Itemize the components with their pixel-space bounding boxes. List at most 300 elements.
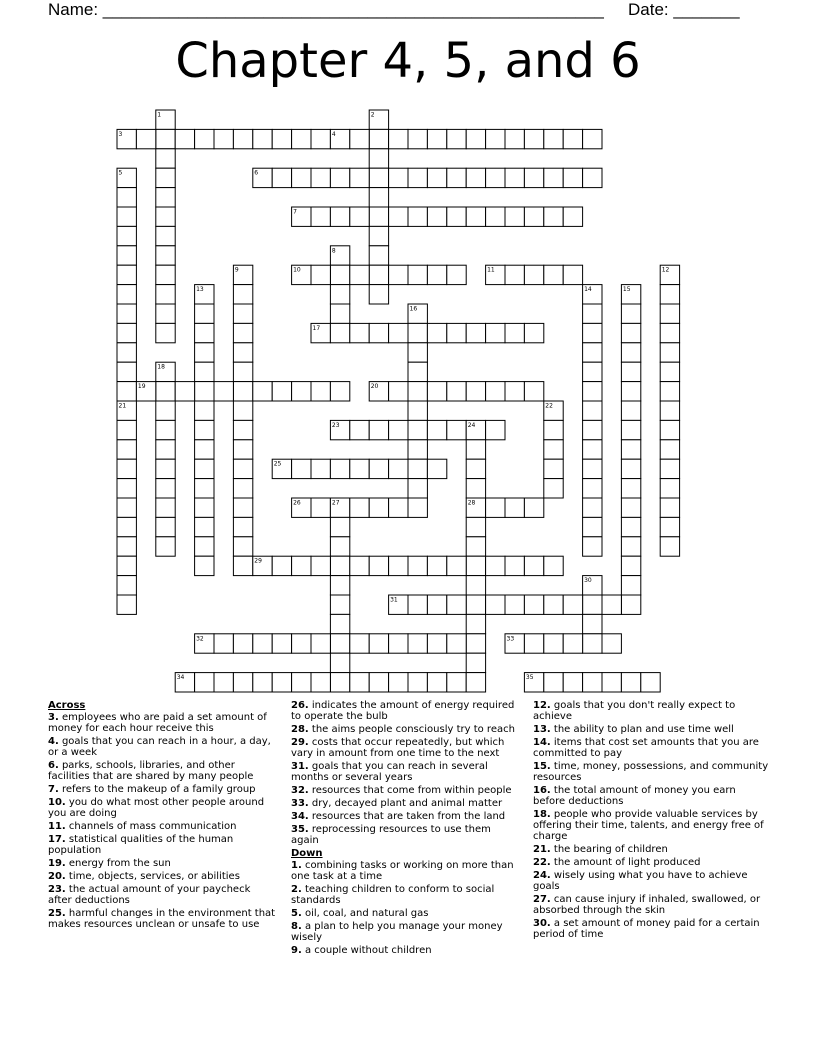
grid-cell[interactable] (621, 595, 640, 614)
grid-cell[interactable] (544, 440, 563, 459)
grid-cell[interactable] (233, 459, 252, 478)
grid-cell[interactable] (583, 401, 602, 420)
grid-cell[interactable] (447, 556, 466, 575)
grid-cell[interactable] (389, 265, 408, 284)
grid-cell[interactable] (233, 517, 252, 536)
grid-cell[interactable] (427, 129, 446, 148)
grid-cell[interactable] (136, 129, 155, 148)
grid-cell[interactable] (660, 362, 679, 381)
grid-cell[interactable] (408, 382, 427, 401)
grid-cell[interactable] (233, 323, 252, 342)
grid-cell[interactable] (544, 595, 563, 614)
grid-cell[interactable] (621, 401, 640, 420)
grid-cell[interactable] (156, 498, 175, 517)
grid-cell[interactable] (466, 537, 485, 556)
grid-cell[interactable] (583, 459, 602, 478)
grid-cell[interactable] (486, 498, 505, 517)
grid-cell[interactable] (156, 420, 175, 439)
grid-cell[interactable] (195, 517, 214, 536)
grid-cell[interactable] (233, 304, 252, 323)
grid-cell[interactable] (350, 498, 369, 517)
grid-cell[interactable] (350, 207, 369, 226)
grid-cell[interactable] (330, 265, 349, 284)
grid-cell[interactable] (486, 420, 505, 439)
grid-cell[interactable] (369, 323, 388, 342)
grid-cell[interactable] (272, 382, 291, 401)
grid-cell[interactable] (156, 401, 175, 420)
grid-cell[interactable] (466, 614, 485, 633)
grid-cell[interactable] (447, 420, 466, 439)
grid-cell[interactable] (505, 323, 524, 342)
grid-cell[interactable] (350, 634, 369, 653)
grid-cell[interactable] (292, 382, 311, 401)
grid-cell[interactable] (389, 420, 408, 439)
grid-cell[interactable] (195, 498, 214, 517)
grid-cell[interactable] (272, 673, 291, 692)
grid-cell[interactable] (563, 265, 582, 284)
grid-cell[interactable] (156, 129, 175, 148)
grid-cell[interactable] (427, 168, 446, 187)
grid-cell[interactable] (311, 556, 330, 575)
grid-cell[interactable] (660, 517, 679, 536)
grid-cell[interactable] (621, 362, 640, 381)
grid-cell[interactable] (486, 129, 505, 148)
grid-cell[interactable] (563, 129, 582, 148)
grid-cell[interactable] (660, 285, 679, 304)
grid-cell[interactable] (117, 226, 136, 245)
grid-cell[interactable] (389, 207, 408, 226)
grid-cell[interactable] (583, 362, 602, 381)
grid-cell[interactable] (195, 382, 214, 401)
grid-cell[interactable] (447, 168, 466, 187)
grid-cell[interactable] (486, 595, 505, 614)
grid-cell[interactable] (447, 265, 466, 284)
grid-cell[interactable] (156, 246, 175, 265)
grid-cell[interactable] (369, 285, 388, 304)
grid-cell[interactable] (117, 362, 136, 381)
grid-cell[interactable] (524, 634, 543, 653)
grid-cell[interactable] (195, 362, 214, 381)
grid-cell[interactable] (117, 207, 136, 226)
grid-cell[interactable] (330, 304, 349, 323)
grid-cell[interactable] (117, 304, 136, 323)
grid-cell[interactable] (466, 634, 485, 653)
grid-cell[interactable] (447, 323, 466, 342)
grid-cell[interactable] (195, 479, 214, 498)
grid-cell[interactable] (117, 265, 136, 284)
grid-cell[interactable] (292, 556, 311, 575)
grid-cell[interactable] (369, 459, 388, 478)
grid-cell[interactable] (621, 576, 640, 595)
grid-cell[interactable] (563, 673, 582, 692)
grid-cell[interactable] (350, 168, 369, 187)
grid-cell[interactable] (660, 420, 679, 439)
grid-cell[interactable] (524, 168, 543, 187)
grid-cell[interactable] (350, 556, 369, 575)
grid-cell[interactable] (505, 207, 524, 226)
grid-cell[interactable] (486, 556, 505, 575)
grid-cell[interactable] (117, 556, 136, 575)
grid-cell[interactable] (117, 285, 136, 304)
grid-cell[interactable] (389, 168, 408, 187)
grid-cell[interactable] (466, 556, 485, 575)
grid-cell[interactable] (505, 595, 524, 614)
grid-cell[interactable] (117, 576, 136, 595)
grid-cell[interactable] (447, 382, 466, 401)
grid-cell[interactable] (233, 537, 252, 556)
grid-cell[interactable] (544, 265, 563, 284)
grid-cell[interactable] (408, 634, 427, 653)
grid-cell[interactable] (117, 498, 136, 517)
grid-cell[interactable] (427, 323, 446, 342)
grid-cell[interactable] (253, 382, 272, 401)
grid-cell[interactable] (175, 382, 194, 401)
grid-cell[interactable] (660, 382, 679, 401)
grid-cell[interactable] (466, 382, 485, 401)
grid-cell[interactable] (602, 634, 621, 653)
grid-cell[interactable] (350, 265, 369, 284)
grid-cell[interactable] (292, 168, 311, 187)
grid-cell[interactable] (350, 323, 369, 342)
grid-cell[interactable] (389, 129, 408, 148)
grid-cell[interactable] (330, 207, 349, 226)
grid-cell[interactable] (214, 382, 233, 401)
grid-cell[interactable] (195, 440, 214, 459)
grid-cell[interactable] (369, 226, 388, 245)
grid-cell[interactable] (408, 168, 427, 187)
grid-cell[interactable] (272, 634, 291, 653)
grid-cell[interactable] (233, 479, 252, 498)
grid-cell[interactable] (544, 459, 563, 478)
grid-cell[interactable] (253, 129, 272, 148)
grid-cell[interactable] (330, 285, 349, 304)
grid-cell[interactable] (408, 323, 427, 342)
grid-cell[interactable] (447, 207, 466, 226)
grid-cell[interactable] (369, 188, 388, 207)
grid-cell[interactable] (389, 382, 408, 401)
grid-cell[interactable] (330, 459, 349, 478)
grid-cell[interactable] (195, 537, 214, 556)
grid-cell[interactable] (524, 207, 543, 226)
grid-cell[interactable] (427, 634, 446, 653)
grid-cell[interactable] (369, 634, 388, 653)
grid-cell[interactable] (621, 673, 640, 692)
grid-cell[interactable] (505, 498, 524, 517)
grid-cell[interactable] (563, 634, 582, 653)
grid-cell[interactable] (466, 459, 485, 478)
grid-cell[interactable] (233, 362, 252, 381)
grid-cell[interactable] (117, 479, 136, 498)
grid-cell[interactable] (408, 595, 427, 614)
grid-cell[interactable] (156, 149, 175, 168)
grid-cell[interactable] (175, 129, 194, 148)
grid-cell[interactable] (350, 129, 369, 148)
grid-cell[interactable] (660, 537, 679, 556)
grid-cell[interactable] (660, 459, 679, 478)
grid-cell[interactable] (524, 129, 543, 148)
grid-cell[interactable] (408, 401, 427, 420)
grid-cell[interactable] (389, 634, 408, 653)
grid-cell[interactable] (156, 440, 175, 459)
grid-cell[interactable] (117, 440, 136, 459)
grid-cell[interactable] (427, 382, 446, 401)
grid-cell[interactable] (195, 129, 214, 148)
grid-cell[interactable] (195, 556, 214, 575)
grid-cell[interactable] (389, 556, 408, 575)
grid-cell[interactable] (369, 168, 388, 187)
grid-cell[interactable] (117, 246, 136, 265)
grid-cell[interactable] (369, 420, 388, 439)
grid-cell[interactable] (427, 673, 446, 692)
grid-cell[interactable] (583, 323, 602, 342)
grid-cell[interactable] (621, 323, 640, 342)
grid-cell[interactable] (369, 246, 388, 265)
grid-cell[interactable] (311, 498, 330, 517)
grid-cell[interactable] (427, 595, 446, 614)
grid-cell[interactable] (486, 168, 505, 187)
grid-cell[interactable] (621, 343, 640, 362)
name-line[interactable]: Name: _____________________________________________________ (48, 0, 604, 19)
grid-cell[interactable] (602, 673, 621, 692)
grid-cell[interactable] (408, 129, 427, 148)
grid-cell[interactable] (408, 343, 427, 362)
grid-cell[interactable] (350, 420, 369, 439)
grid-cell[interactable] (621, 479, 640, 498)
grid-cell[interactable] (621, 556, 640, 575)
grid-cell[interactable] (369, 673, 388, 692)
grid-cell[interactable] (389, 323, 408, 342)
grid-cell[interactable] (117, 517, 136, 536)
grid-cell[interactable] (583, 498, 602, 517)
grid-cell[interactable] (660, 323, 679, 342)
grid-cell[interactable] (621, 304, 640, 323)
grid-cell[interactable] (408, 556, 427, 575)
grid-cell[interactable] (505, 265, 524, 284)
grid-cell[interactable] (233, 285, 252, 304)
grid-cell[interactable] (117, 459, 136, 478)
grid-cell[interactable] (156, 207, 175, 226)
grid-cell[interactable] (466, 129, 485, 148)
grid-cell[interactable] (311, 634, 330, 653)
grid-cell[interactable] (253, 634, 272, 653)
date-line[interactable]: Date: _______ (628, 0, 740, 19)
grid-cell[interactable] (505, 556, 524, 575)
grid-cell[interactable] (292, 634, 311, 653)
grid-cell[interactable] (660, 401, 679, 420)
grid-cell[interactable] (524, 323, 543, 342)
grid-cell[interactable] (447, 673, 466, 692)
grid-cell[interactable] (408, 673, 427, 692)
grid-cell[interactable] (117, 323, 136, 342)
grid-cell[interactable] (117, 537, 136, 556)
grid-cell[interactable] (311, 459, 330, 478)
grid-cell[interactable] (369, 129, 388, 148)
grid-cell[interactable] (621, 498, 640, 517)
grid-cell[interactable] (427, 265, 446, 284)
grid-cell[interactable] (524, 498, 543, 517)
grid-cell[interactable] (156, 459, 175, 478)
grid-cell[interactable] (195, 401, 214, 420)
grid-cell[interactable] (583, 479, 602, 498)
grid-cell[interactable] (156, 517, 175, 536)
grid-cell[interactable] (156, 226, 175, 245)
grid-cell[interactable] (214, 129, 233, 148)
grid-cell[interactable] (117, 343, 136, 362)
grid-cell[interactable] (466, 517, 485, 536)
grid-cell[interactable] (544, 207, 563, 226)
grid-cell[interactable] (350, 673, 369, 692)
grid-cell[interactable] (524, 265, 543, 284)
grid-cell[interactable] (583, 168, 602, 187)
grid-cell[interactable] (233, 129, 252, 148)
grid-cell[interactable] (330, 634, 349, 653)
grid-cell[interactable] (330, 168, 349, 187)
grid-cell[interactable] (369, 207, 388, 226)
grid-cell[interactable] (427, 556, 446, 575)
grid-cell[interactable] (466, 323, 485, 342)
grid-cell[interactable] (505, 168, 524, 187)
grid-cell[interactable] (408, 420, 427, 439)
grid-cell[interactable] (156, 265, 175, 284)
grid-cell[interactable] (389, 498, 408, 517)
grid-cell[interactable] (195, 420, 214, 439)
grid-cell[interactable] (156, 537, 175, 556)
grid-cell[interactable] (621, 440, 640, 459)
grid-cell[interactable] (253, 673, 272, 692)
grid-cell[interactable] (408, 498, 427, 517)
grid-cell[interactable] (660, 343, 679, 362)
grid-cell[interactable] (233, 401, 252, 420)
grid-cell[interactable] (311, 265, 330, 284)
grid-cell[interactable] (369, 149, 388, 168)
grid-cell[interactable] (330, 673, 349, 692)
grid-cell[interactable] (602, 595, 621, 614)
grid-cell[interactable] (233, 343, 252, 362)
grid-cell[interactable] (195, 323, 214, 342)
grid-cell[interactable] (330, 323, 349, 342)
grid-cell[interactable] (156, 382, 175, 401)
grid-cell[interactable] (272, 168, 291, 187)
grid-cell[interactable] (583, 304, 602, 323)
grid-cell[interactable] (408, 479, 427, 498)
grid-cell[interactable] (156, 168, 175, 187)
grid-cell[interactable] (583, 517, 602, 536)
grid-cell[interactable] (447, 595, 466, 614)
grid-cell[interactable] (486, 382, 505, 401)
grid-cell[interactable] (583, 440, 602, 459)
grid-cell[interactable] (156, 304, 175, 323)
grid-cell[interactable] (466, 673, 485, 692)
grid-cell[interactable] (583, 595, 602, 614)
grid-cell[interactable] (660, 479, 679, 498)
grid-cell[interactable] (524, 595, 543, 614)
grid-cell[interactable] (311, 207, 330, 226)
grid-cell[interactable] (330, 595, 349, 614)
grid-cell[interactable] (583, 614, 602, 633)
grid-cell[interactable] (156, 323, 175, 342)
grid-cell[interactable] (233, 498, 252, 517)
grid-cell[interactable] (466, 207, 485, 226)
grid-cell[interactable] (330, 382, 349, 401)
grid-cell[interactable] (195, 304, 214, 323)
grid-cell[interactable] (466, 479, 485, 498)
grid-cell[interactable] (117, 595, 136, 614)
grid-cell[interactable] (466, 168, 485, 187)
grid-cell[interactable] (466, 653, 485, 672)
grid-cell[interactable] (427, 420, 446, 439)
grid-cell[interactable] (233, 556, 252, 575)
grid-cell[interactable] (369, 498, 388, 517)
grid-cell[interactable] (389, 673, 408, 692)
grid-cell[interactable] (583, 129, 602, 148)
grid-cell[interactable] (583, 537, 602, 556)
grid-cell[interactable] (292, 459, 311, 478)
grid-cell[interactable] (156, 479, 175, 498)
grid-cell[interactable] (447, 634, 466, 653)
grid-cell[interactable] (563, 595, 582, 614)
grid-cell[interactable] (427, 459, 446, 478)
grid-cell[interactable] (447, 129, 466, 148)
grid-cell[interactable] (524, 382, 543, 401)
grid-cell[interactable] (486, 207, 505, 226)
grid-cell[interactable] (583, 420, 602, 439)
grid-cell[interactable] (311, 168, 330, 187)
grid-cell[interactable] (621, 382, 640, 401)
grid-cell[interactable] (272, 556, 291, 575)
grid-cell[interactable] (524, 556, 543, 575)
grid-cell[interactable] (583, 343, 602, 362)
grid-cell[interactable] (214, 634, 233, 653)
grid-cell[interactable] (466, 576, 485, 595)
grid-cell[interactable] (330, 556, 349, 575)
grid-cell[interactable] (408, 265, 427, 284)
grid-cell[interactable] (233, 634, 252, 653)
grid-cell[interactable] (311, 382, 330, 401)
grid-cell[interactable] (621, 420, 640, 439)
grid-cell[interactable] (486, 323, 505, 342)
grid-cell[interactable] (544, 673, 563, 692)
grid-cell[interactable] (233, 440, 252, 459)
grid-cell[interactable] (233, 382, 252, 401)
grid-cell[interactable] (563, 168, 582, 187)
grid-cell[interactable] (408, 362, 427, 381)
grid-cell[interactable] (214, 673, 233, 692)
grid-cell[interactable] (544, 420, 563, 439)
grid-cell[interactable] (292, 673, 311, 692)
grid-cell[interactable] (408, 440, 427, 459)
grid-cell[interactable] (156, 188, 175, 207)
grid-cell[interactable] (311, 673, 330, 692)
grid-cell[interactable] (369, 556, 388, 575)
grid-cell[interactable] (427, 207, 446, 226)
grid-cell[interactable] (389, 459, 408, 478)
grid-cell[interactable] (330, 537, 349, 556)
grid-cell[interactable] (330, 614, 349, 633)
grid-cell[interactable] (583, 382, 602, 401)
grid-cell[interactable] (233, 673, 252, 692)
grid-cell[interactable] (641, 673, 660, 692)
grid-cell[interactable] (195, 459, 214, 478)
grid-cell[interactable] (369, 265, 388, 284)
grid-cell[interactable] (330, 576, 349, 595)
grid-cell[interactable] (621, 517, 640, 536)
grid-cell[interactable] (117, 188, 136, 207)
grid-cell[interactable] (621, 459, 640, 478)
grid-cell[interactable] (544, 168, 563, 187)
grid-cell[interactable] (408, 459, 427, 478)
grid-cell[interactable] (544, 129, 563, 148)
grid-cell[interactable] (505, 382, 524, 401)
